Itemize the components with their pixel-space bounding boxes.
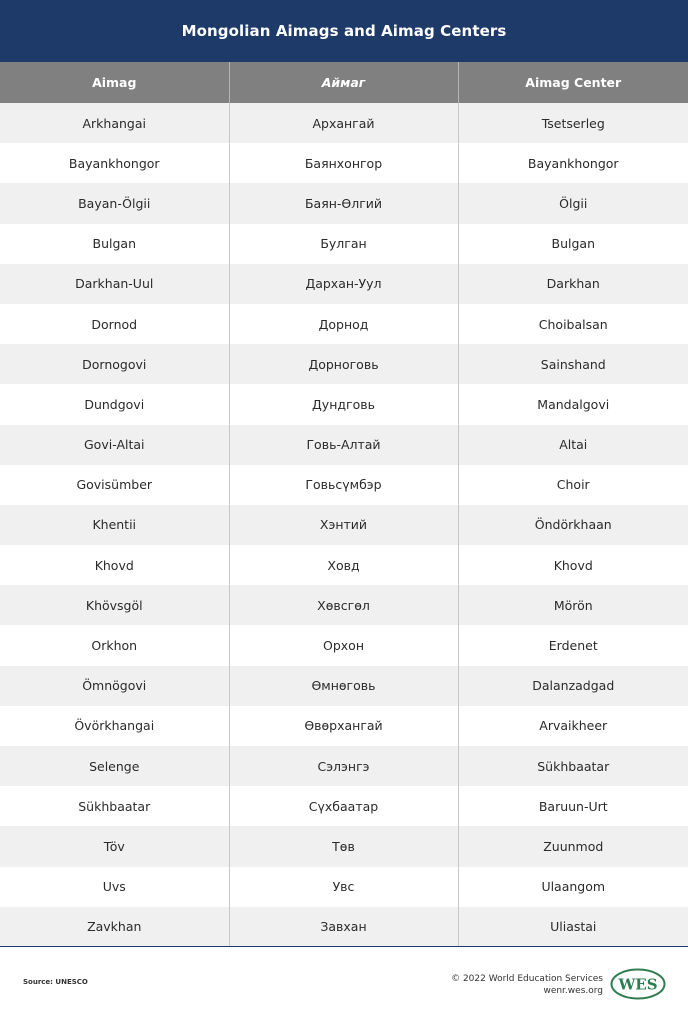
cell-aimag-center: Bulgan — [458, 224, 688, 264]
cell-aimag: Orkhon — [0, 625, 229, 665]
cell-aimag-center: Khovd — [458, 545, 688, 585]
cell-aimag: Övörkhangai — [0, 706, 229, 746]
cell-aimag-center: Sainshand — [458, 344, 688, 384]
table-row — [0, 867, 688, 907]
cell-aimag: Govi-Altai — [0, 425, 229, 465]
table-row — [0, 786, 688, 826]
table-row — [0, 666, 688, 706]
cell-aimag: Dornod — [0, 304, 229, 344]
cell-aimag-cyrillic: Баян-Өлгий — [229, 183, 458, 223]
cell-aimag-cyrillic: Өмнөговь — [229, 666, 458, 706]
cell-aimag-cyrillic: Баянхонгор — [229, 143, 458, 183]
cell-aimag-cyrillic: Хөвсгөл — [229, 585, 458, 625]
cell-aimag-cyrillic: Булган — [229, 224, 458, 264]
cell-aimag-cyrillic: Сэлэнгэ — [229, 746, 458, 786]
cell-aimag: Arkhangai — [0, 103, 229, 143]
table-row — [0, 585, 688, 625]
column-header-aimag-cyrillic: Аймаг — [229, 62, 458, 103]
aimags-table — [0, 62, 688, 947]
cell-aimag: Uvs — [0, 867, 229, 907]
cell-aimag-cyrillic: Ховд — [229, 545, 458, 585]
cell-aimag: Zavkhan — [0, 907, 229, 947]
table-row — [0, 103, 688, 143]
cell-aimag: Bayan-Ölgii — [0, 183, 229, 223]
cell-aimag-cyrillic: Төв — [229, 826, 458, 866]
table-row — [0, 384, 688, 424]
cell-aimag: Govisümber — [0, 465, 229, 505]
column-header-aimag: Aimag — [0, 62, 229, 103]
copyright-text: © 2022 World Education Services — [451, 974, 603, 984]
cell-aimag: Bayankhongor — [0, 143, 229, 183]
table-row — [0, 183, 688, 223]
cell-aimag: Ömnögovi — [0, 666, 229, 706]
table-row — [0, 143, 688, 183]
table-row — [0, 505, 688, 545]
table-row — [0, 545, 688, 585]
cell-aimag-center: Baruun-Urt — [458, 786, 688, 826]
table-header — [0, 62, 688, 103]
cell-aimag-cyrillic: Завхан — [229, 907, 458, 947]
title-bar — [0, 0, 688, 62]
cell-aimag-center: Altai — [458, 425, 688, 465]
table-row — [0, 907, 688, 947]
table-row — [0, 706, 688, 746]
cell-aimag-center: Öndörkhaan — [458, 505, 688, 545]
header-row — [0, 62, 688, 103]
column-header-aimag-center: Aimag Center — [458, 62, 688, 103]
cell-aimag-center: Zuunmod — [458, 826, 688, 866]
cell-aimag: Darkhan-Uul — [0, 264, 229, 304]
cell-aimag-cyrillic: Өвөрхангай — [229, 706, 458, 746]
cell-aimag: Bulgan — [0, 224, 229, 264]
cell-aimag-cyrillic: Дундговь — [229, 384, 458, 424]
page-title: Mongolian Aimags and Aimag Centers — [181, 22, 507, 40]
cell-aimag-center: Darkhan — [458, 264, 688, 304]
cell-aimag-center: Tsetserleg — [458, 103, 688, 143]
bottom-divider — [0, 946, 688, 947]
cell-aimag-center: Mörön — [458, 585, 688, 625]
table-row — [0, 465, 688, 505]
table-row — [0, 304, 688, 344]
website-text: wenr.wes.org — [543, 986, 603, 996]
cell-aimag-cyrillic: Дархан-Уул — [229, 264, 458, 304]
source-note: Source: UNESCO — [23, 978, 88, 986]
table-body — [0, 103, 688, 947]
table-row — [0, 826, 688, 866]
table-row — [0, 746, 688, 786]
cell-aimag: Sükhbaatar — [0, 786, 229, 826]
cell-aimag-cyrillic: Архангай — [229, 103, 458, 143]
cell-aimag-center: Choir — [458, 465, 688, 505]
cell-aimag-center: Ölgii — [458, 183, 688, 223]
cell-aimag-center: Uliastai — [458, 907, 688, 947]
cell-aimag-center: Ulaangom — [458, 867, 688, 907]
table-row — [0, 224, 688, 264]
table-row — [0, 344, 688, 384]
cell-aimag-cyrillic: Орхон — [229, 625, 458, 665]
cell-aimag-center: Sükhbaatar — [458, 746, 688, 786]
cell-aimag: Töv — [0, 826, 229, 866]
cell-aimag-center: Erdenet — [458, 625, 688, 665]
cell-aimag: Khovd — [0, 545, 229, 585]
cell-aimag-cyrillic: Говьсүмбэр — [229, 465, 458, 505]
cell-aimag-cyrillic: Сүхбаатар — [229, 786, 458, 826]
logo-text: WES — [618, 975, 658, 994]
table-row — [0, 625, 688, 665]
cell-aimag-center: Mandalgovi — [458, 384, 688, 424]
cell-aimag-center: Bayankhongor — [458, 143, 688, 183]
cell-aimag-center: Arvaikheer — [458, 706, 688, 746]
table-row — [0, 264, 688, 304]
cell-aimag-center: Dalanzadgad — [458, 666, 688, 706]
cell-aimag-cyrillic: Хэнтий — [229, 505, 458, 545]
cell-aimag-cyrillic: Дорноговь — [229, 344, 458, 384]
cell-aimag: Khövsgöl — [0, 585, 229, 625]
cell-aimag: Selenge — [0, 746, 229, 786]
cell-aimag-center: Choibalsan — [458, 304, 688, 344]
wes-logo-icon — [610, 968, 666, 1000]
table-row — [0, 425, 688, 465]
cell-aimag-cyrillic: Дорнод — [229, 304, 458, 344]
cell-aimag-cyrillic: Говь-Алтай — [229, 425, 458, 465]
cell-aimag: Dornogovi — [0, 344, 229, 384]
cell-aimag-cyrillic: Увс — [229, 867, 458, 907]
cell-aimag: Khentii — [0, 505, 229, 545]
credit-block — [451, 973, 603, 997]
cell-aimag: Dundgovi — [0, 384, 229, 424]
